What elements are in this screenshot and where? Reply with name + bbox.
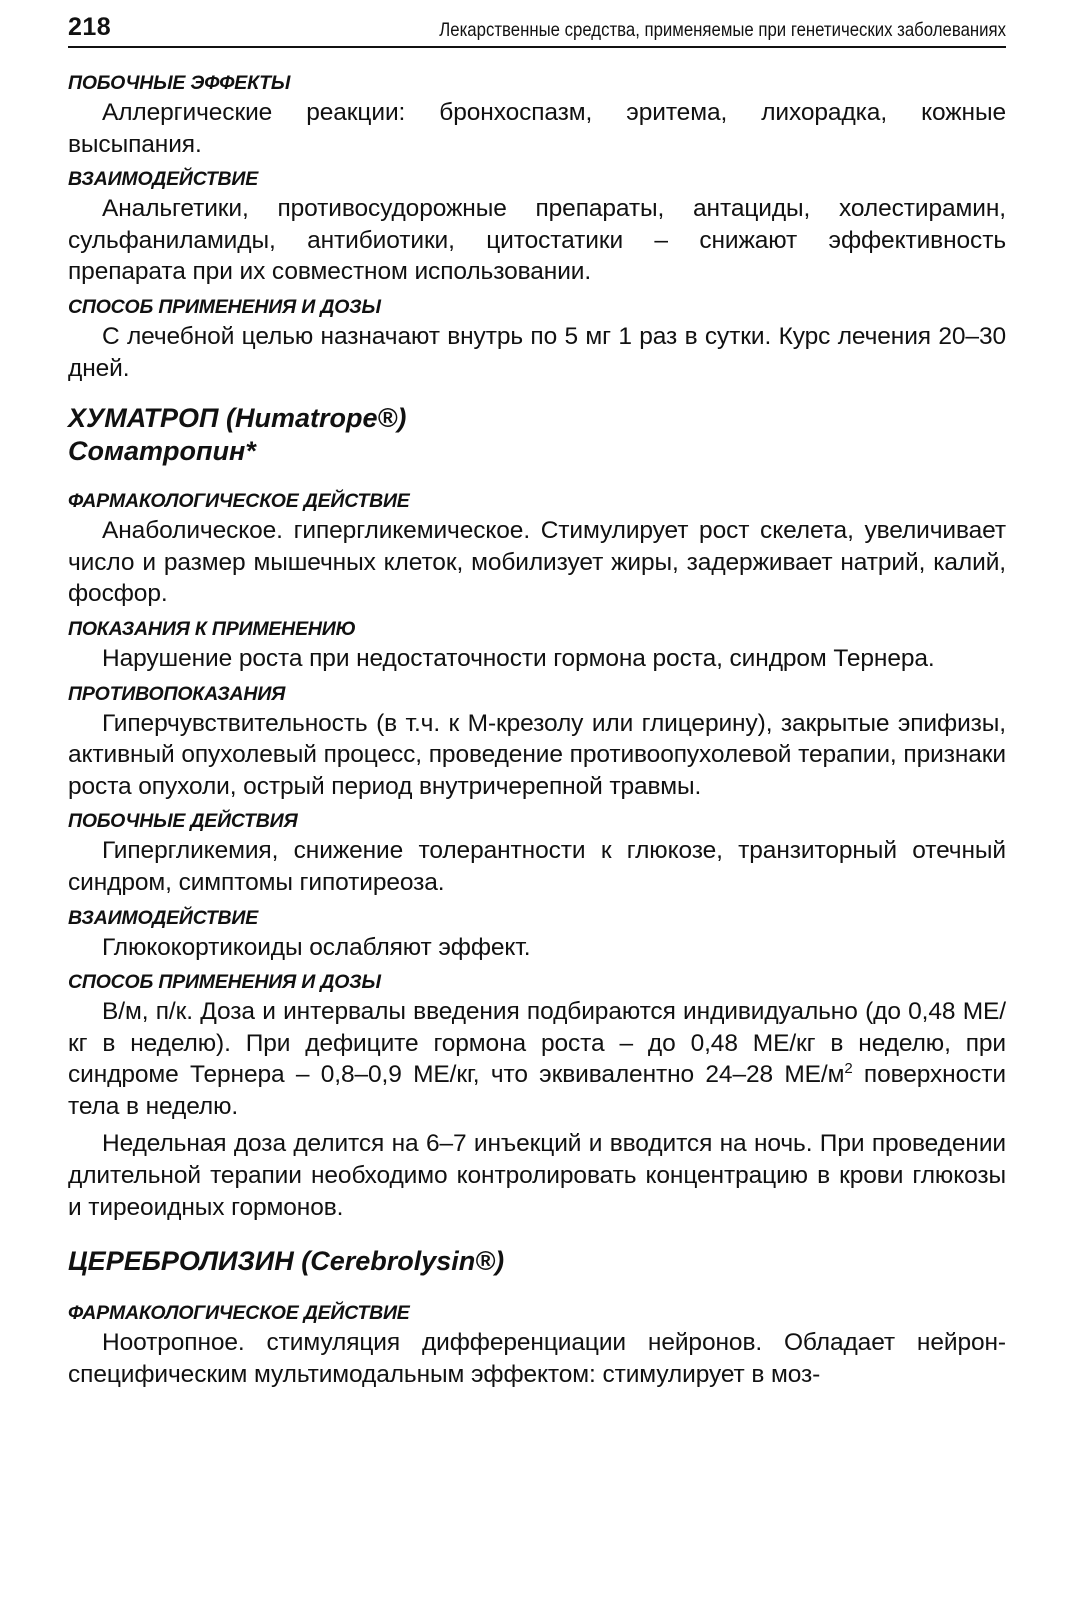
drug-title: ЦЕРЕБРОЛИЗИН (Cerebrolysin®) (68, 1246, 505, 1277)
running-title: Лекарственные средства, применяемые при генетических заболеваниях (439, 19, 1006, 41)
page-number: 218 (68, 13, 112, 41)
section-heading-interaction: ВЗАИМОДЕЙСТВИЕ (68, 906, 259, 929)
section-heading-pharmacology: ФАРМАКОЛОГИЧЕСКОЕ ДЕЙСТВИЕ (68, 490, 410, 513)
section-heading-contraindications: ПРОТИВОПОКАЗАНИЯ (68, 682, 286, 705)
dosage-text (68, 996, 1006, 1122)
section-heading-dosage: СПОСОБ ПРИМЕНЕНИЯ И ДОЗЫ (68, 295, 381, 318)
adverse-effects-text: Гипергликемия, снижение толерантности к глюкозе, транзиторный отечный синдром, симптомы гипотиреоза. (68, 837, 1006, 896)
pharmacology-text: Анаболическое. гипергликемическое. Стимулирует рост скелета, увеличивает число и размер мышечных клеток, мобилизует жиры, задерживает натрий, калий, фосфор. (68, 517, 1006, 608)
indications-text: Нарушение роста при недостаточности гормона роста, синдром Тернера. (102, 644, 935, 672)
dosage-text: С лечебной целью назначают внутрь по 5 мг 1 раз в сутки. Курс лечения 20–30 дней. (68, 322, 1006, 382)
side-effects-text: Аллергические реакции: бронхоспазм, эритема, лихорадка, кожные высыпания. (68, 99, 1006, 158)
drug-title: ХУМАТРОП (Humatrope®) (68, 403, 407, 434)
section-heading-adverse-effects: ПОБОЧНЫЕ ДЕЙСТВИЯ (68, 810, 298, 833)
dosage-text-end: поверхности тела в неделю. (68, 1061, 1006, 1120)
page-content (68, 70, 1006, 1396)
section-heading-indications: ПОКАЗАНИЯ К ПРИМЕНЕНИЮ (68, 617, 356, 640)
pharmacology-text: Ноотропное. стимуляция дифференциации нейронов. Обладает нейрон-специфическим мультимодальным эффектом: стимулирует в моз- (68, 1329, 1006, 1388)
interaction-text: Анальгетики, противосудорожные препараты, антациды, холестирамин, сульфаниламиды, антибиотики, цитостатики – снижают эффективность препарата при их совместном использовании. (68, 195, 1006, 286)
section-heading-dosage: СПОСОБ ПРИМЕНЕНИЯ И ДОЗЫ (68, 971, 381, 994)
drug-entry-cerebrolysin (68, 1245, 1006, 1278)
drug-entry-humatrope (68, 402, 1006, 468)
section-heading-side-effects: ПОБОЧНЫЕ ЭФФЕКТЫ (68, 72, 291, 94)
superscript-squared: 2 (844, 1060, 853, 1078)
drug-subtitle: Соматропин* (68, 436, 256, 467)
dosage-text-continued: Недельная доза делится на 6–7 инъекций и вводится на ночь. При проведении длительной терапии необходимо контролировать концентрацию в крови глюкозы и тиреоидных гормонов. (68, 1130, 1006, 1221)
section-heading-interaction: ВЗАИМОДЕЙСТВИЕ (68, 168, 259, 191)
interaction-text: Глюкокортикоиды ослабляют эффект. (102, 933, 531, 961)
contraindications-text: Гиперчувствительность (в т.ч. к М-крезолу или глицерину), закрытые эпифизы, активный опухолевый процесс, проведение противоопухолевой терапии, признаки роста опухоли, острый период внутричерепной травмы. (68, 709, 1006, 800)
section-heading-pharmacology: ФАРМАКОЛОГИЧЕСКОЕ ДЕЙСТВИЕ (68, 1302, 410, 1325)
dosage-text-main: В/м, п/к. Доза и интервалы введения подбираются индивидуально (до 0,48 МЕ/кг в неделю). При дефиците гормона роста – до 0,48 МЕ/кг в неделю, при синдроме Тернера – 0,8–0,9 МЕ/кг, что эквивалентно 24–28 МЕ/м (68, 998, 1006, 1089)
running-header (68, 13, 1006, 48)
